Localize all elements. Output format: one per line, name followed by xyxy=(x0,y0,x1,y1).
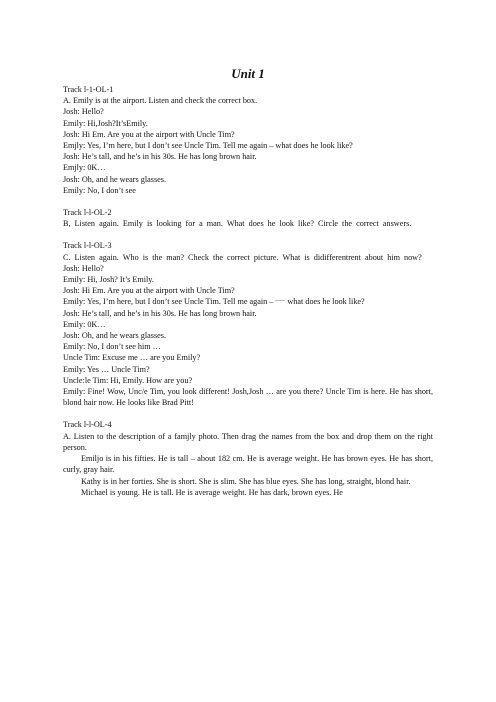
track-label: Track l-1-OL-1 xyxy=(63,85,114,94)
dialogue-line: Uncle:le Tim: Hi, Emily. How are you? xyxy=(63,375,193,385)
dialogue-line: Emily: 0K… xyxy=(63,319,106,329)
instruction: B, Listen again. Emily is looking for a man. What does he look like? Circle the correct answers. xyxy=(63,219,412,229)
dialogue-line: Josh: Hello? xyxy=(63,107,104,117)
dialogue-line: Emjly: Yes, I’m here, but I don’t see Uncle Tim. Tell me again – what does he look like? xyxy=(63,141,353,151)
instruction: C. Listen again. Who is the man? Check the correct picture. What is didifferentrent about him now? xyxy=(63,252,422,262)
dialogue-line: Josh: Oh, and he wears glasses. xyxy=(63,331,167,341)
dialogue-line: Josh: Hi Em. Are you at the airport with Uncle Tim? xyxy=(63,286,235,296)
dialogue-line: Emily: Hi, Josh? It’s Emily. xyxy=(63,275,154,285)
dialogue-text: what does he look like? xyxy=(287,297,365,307)
dialogue-line: Josh: Hello? xyxy=(63,263,104,273)
instruction: A. Emily is at the airport. Listen and check the correct box. xyxy=(63,96,258,106)
dialogue-line: Josh: Hi Em. Are you at the airport with Uncle Tim? xyxy=(63,129,235,139)
dialogue-line: Emjly: 0K… xyxy=(63,163,106,173)
instruction: A. Listen to the description of a famjly photo. Then drag the names from the box and drop them on the right person. xyxy=(63,431,433,452)
dialogue-line: Josh: He’s tall, and he’s in his 30s. He has long brown hair. xyxy=(63,308,257,318)
dialogue-line: Emily: No, I don’t see xyxy=(63,185,136,195)
dialogue-line: Emily: Yes … Uncle Tim? xyxy=(63,364,150,374)
description-paragraph: Michael is young. He is tall. He is average weight. He has dark, brown eyes. He xyxy=(81,487,343,497)
dialogue-line: Emily: No, I don’t see him … xyxy=(63,342,161,352)
dialogue-line xyxy=(63,296,433,307)
dialogue-line: Uncle Tim: Excuse me … are you Emily? xyxy=(63,353,201,363)
ink-mark xyxy=(275,300,285,301)
track-label: Track l-l-OL-3 xyxy=(63,241,112,251)
document-body xyxy=(63,84,433,498)
track-label: Track l-l-OL-2 xyxy=(63,208,112,218)
dialogue-line: Josh: Oh, and he wears glasses. xyxy=(63,174,167,184)
track-label: Track l-l-OL-4 xyxy=(63,420,112,430)
description-paragraph: Emiljo is in his fifties. He is tall – about 182 cm. He is average weight. He has brown eyes. He has short, curly, gray hair. xyxy=(63,454,433,475)
page-title: Unit 1 xyxy=(231,66,265,81)
dialogue-line: Emily: Fine! Wow, Unc/e Tim, you look different! Josh,Josh … are you there? Uncle Tim is here. He has short, blond hair now. He looks like Brad Pitt! xyxy=(63,387,433,408)
dialogue-text: Emily: Yes, I’m here, but I don’t see Uncle Tim. Tell me again – xyxy=(63,297,274,307)
dialogue-line: Josh: He’s tall, and he’s in his 30s. He has long brown hair. xyxy=(63,152,257,162)
description-paragraph: Kathy is in her forties. She is short. She is slim. She has blue eyes. She has long, straight, blond hair. xyxy=(81,476,411,486)
dialogue-line: Emily: Hi,Josh?It’sEmily. xyxy=(63,118,148,128)
